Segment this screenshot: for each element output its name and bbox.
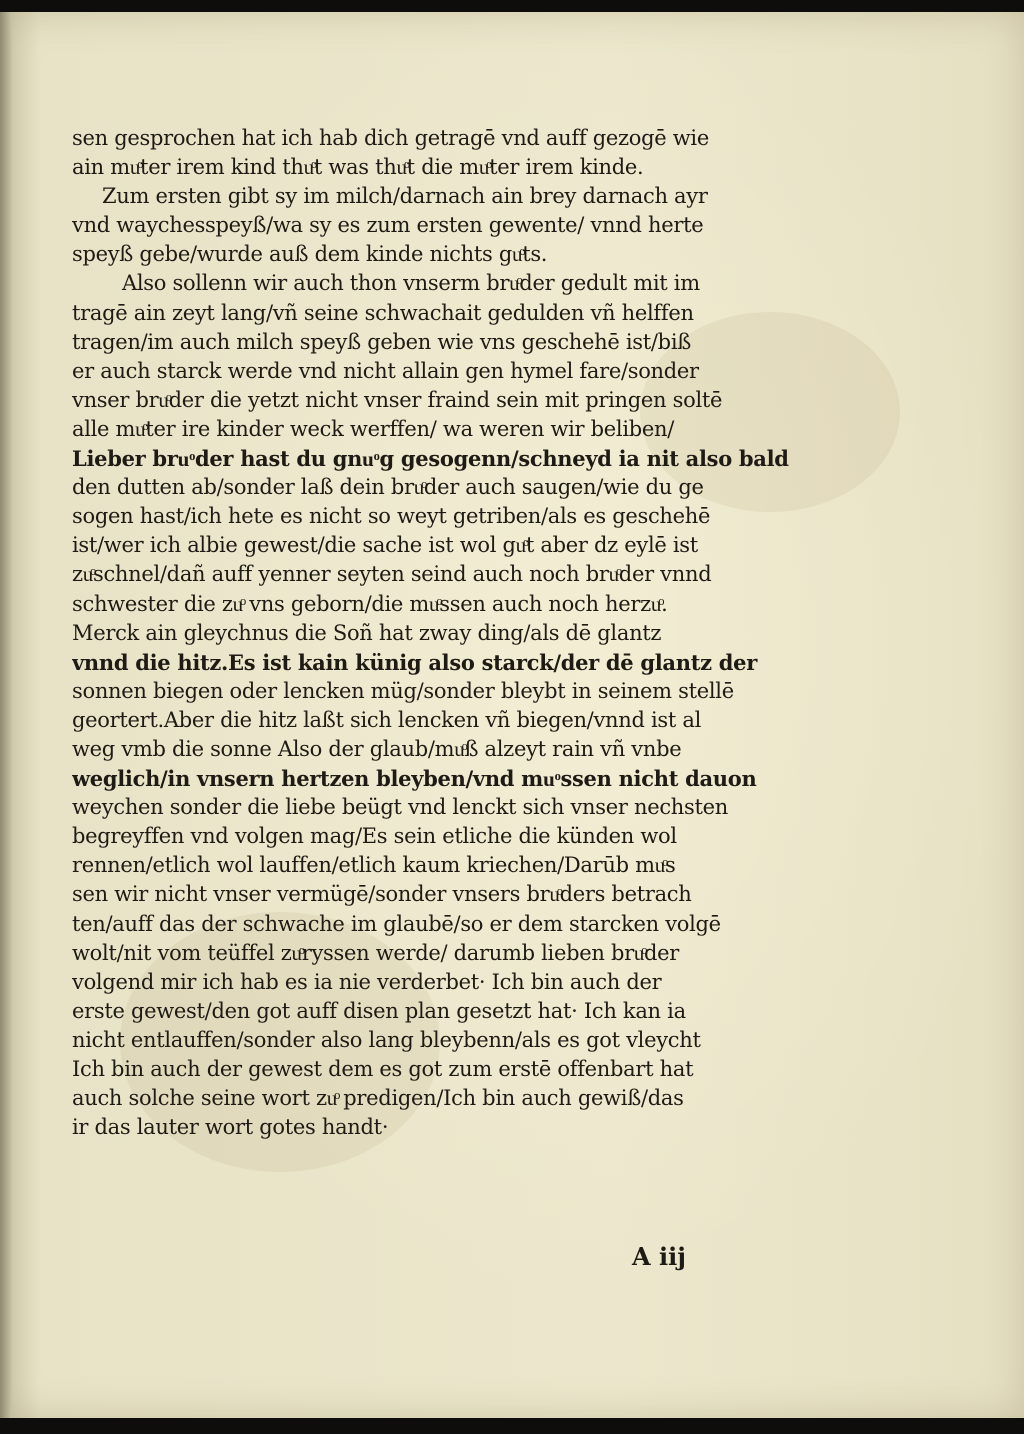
text-line: Lieber bruͦder hast du gnuͦg gesogenn/schneyd ia nit also bald (72, 446, 789, 472)
book-page (0, 12, 1024, 1418)
text-line: ain muͦter irem kind thuͦt was thuͦt die muͦter irem kinde. (72, 155, 644, 180)
text-line: Ich bin auch der gewest dem es got zum erstē offenbart hat (72, 1057, 694, 1081)
text-line: tragen/im auch milch speyß geben wie vns geschehē ist/biß (72, 329, 691, 354)
blackletter-text-block (72, 124, 802, 1142)
text-line: Also sollenn wir auch thon vnserm bruͦder gedult mit im (122, 271, 700, 296)
text-line: auch solche seine wort zuͦ predigen/Ich bin auch gewiß/das (72, 1086, 684, 1111)
text-line: Zum ersten gibt sy im milch/darnach ain brey darnach ayr (102, 184, 708, 209)
text-line: ist/wer ich albie gewest/die sache ist wol guͦt aber dz eylē ist (72, 533, 698, 558)
text-line: Merck ain gleychnus die Soñ hat zway ding/als dē glantz (72, 620, 662, 645)
text-line: geortert.Aber die hitz laßt sich lencken vñ biegen/vnnd ist al (72, 707, 702, 732)
signature-mark: A iij (632, 1242, 686, 1271)
text-line: zuͦschnel/dañ auff yenner seyten seind auch noch bruͦder vnnd (72, 562, 712, 587)
text-line: ten/auff das der schwache im glaubē/so er dem starcken volgē (72, 911, 721, 936)
text-line: sen gesprochen hat ich hab dich getragē vnd auff gezogē wie (72, 126, 709, 150)
text-line: vnser bruͦder die yetzt nicht vnser fraind sein mit pringen soltē (72, 387, 723, 412)
text-line: nicht entlauffen/sonder also lang bleybenn/als es got vleycht (72, 1027, 701, 1052)
text-line: schwester die zuͦ vns geborn/die muͦssen auch noch herzuͦ. (72, 591, 668, 616)
text-line: wolt/nit vom teüffel zuͦryssen werde/ darumb lieben bruͦder (72, 940, 680, 965)
text-line: speyß gebe/wurde auß dem kinde nichts guͦts. (72, 242, 548, 267)
text-line: vnnd die hitz.Es ist kain künig also starck/der dē glantz der (72, 649, 757, 675)
text-line: weg vmb die sonne Also der glaub/muͦß alzeyt rain vñ vnbe (72, 736, 682, 761)
text-line: sen wir nicht vnser vermügē/sonder vnsers bruͦders betrach (72, 882, 692, 907)
text-line: tragē ain zeyt lang/vñ seine schwachait gedulden vñ helffen (72, 300, 694, 325)
text-line: ir das lauter wort gotes handt· (72, 1115, 389, 1140)
text-line: volgend mir ich hab es ia nie verderbet· Ich bin auch der (72, 969, 662, 994)
text-line: den dutten ab/sonder laß dein bruͦder auch saugen/wie du ge (72, 475, 704, 500)
text-line: begreyffen vnd volgen mag/Es sein etliche die künden wol (72, 824, 677, 849)
text-line: weychen sonder die liebe beügt vnd lenckt sich vnser nechsten (72, 795, 728, 820)
text-line: alle muͦter ire kinder weck werffen/ wa weren wir beliben/ (72, 416, 675, 441)
text-line: rennen/etlich wol lauffen/etlich kaum kriechen/Darūb muͦs (72, 853, 676, 878)
text-line: er auch starck werde vnd nicht allain gen hymel fare/sonder (72, 358, 699, 383)
text-line: weglich/in vnsern hertzen bleyben/vnd muͦssen nicht dauon (72, 766, 757, 792)
text-line: erste gewest/den got auff disen plan gesetzt hat· Ich kan ia (72, 998, 686, 1023)
text-line: sogen hast/ich hete es nicht so weyt getriben/als es geschehē (72, 504, 711, 529)
text-line: sonnen biegen oder lencken müg/sonder bleybt in seinem stellē (72, 678, 734, 703)
text-line: vnd waychesspeyß/wa sy es zum ersten gewente/ vnnd herte (72, 213, 704, 238)
